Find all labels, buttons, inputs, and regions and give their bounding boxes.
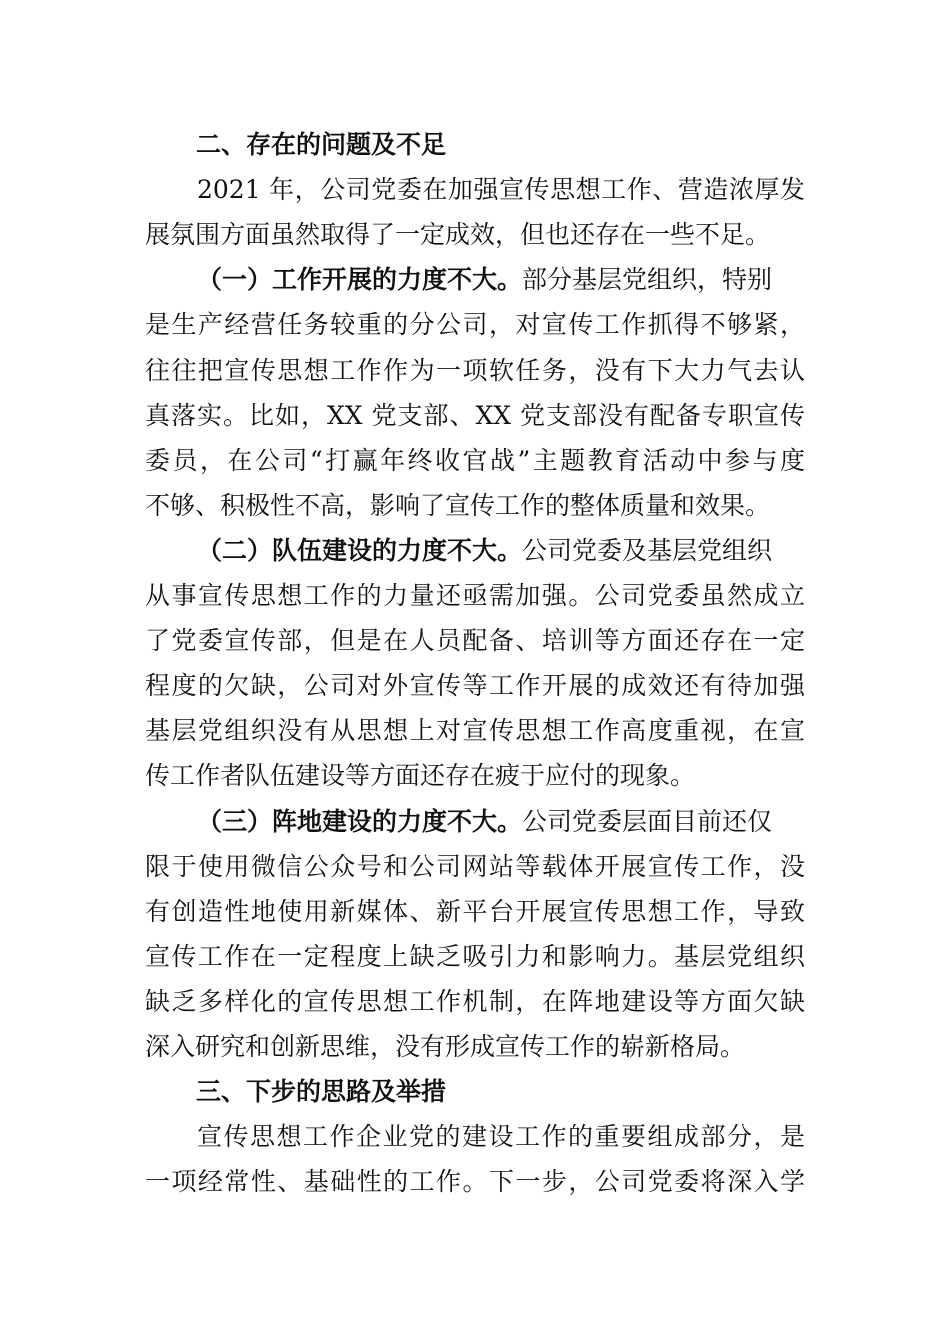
- line-text: 2021 年，公司党委在加强宣传思想工作、营造浓厚发: [197, 175, 805, 205]
- text-line: [197, 805, 805, 839]
- text-line: [145, 399, 805, 433]
- line-text: 是生产经营任务较重的分公司，对宣传工作抓得不够紧，: [145, 310, 805, 340]
- section-heading: [196, 128, 796, 162]
- line-text: 了党委宣传部，但是在人员配备、培训等方面还存在一定: [145, 626, 805, 656]
- line-text: 往往把宣传思想工作作为一项软任务，没有下大力气去认: [145, 355, 805, 385]
- line-text: 深入研究和创新思维，没有形成宣传工作的崭新格局。: [145, 1032, 746, 1061]
- text-line: [145, 1030, 805, 1064]
- text-line: [197, 263, 805, 297]
- line-text: 程度的欠缺，公司对外宣传等工作开展的成效还有待加强: [145, 671, 805, 701]
- text-line: [145, 218, 805, 252]
- line-text: 宣传思想工作企业党的建设工作的重要组成部分，是: [197, 1122, 805, 1152]
- line-text: 部分基层党组织，特别: [522, 265, 773, 295]
- line-text: 一项经常性、基础性的工作。下一步，公司党委将深入学: [145, 1167, 805, 1197]
- line-text: 公司党委及基层党组织: [522, 535, 773, 565]
- text-line: [145, 850, 805, 884]
- text-line: [145, 1165, 805, 1199]
- text-line: [145, 579, 805, 613]
- line-text: 有创造性地使用新媒体、新平台开展宣传思想工作，导致: [145, 896, 805, 926]
- line-text: 公司党委层面目前还仅: [522, 806, 773, 836]
- text-line: [145, 624, 805, 658]
- text-line: [145, 489, 805, 523]
- line-text: 限于使用微信公众号和公司网站等载体开展宣传工作，没: [145, 851, 805, 881]
- line-text: 委员，在公司“打赢年终收官战”主题教育活动中参与度: [145, 445, 805, 475]
- section-heading: [196, 1075, 796, 1109]
- text-line: [197, 534, 805, 568]
- text-line: [145, 354, 805, 388]
- text-line: [145, 985, 805, 1019]
- line-text: 二、存在的问题及不足: [196, 130, 447, 159]
- subheading-lead: （三）阵地建设的力度不大。: [197, 806, 523, 836]
- text-line: [145, 444, 805, 478]
- line-text: 真落实。比如，XX 党支部、XX 党支部没有配备专职宣传: [145, 400, 805, 430]
- text-line: [197, 1120, 805, 1154]
- line-text: 不够、积极性不高，影响了宣传工作的整体质量和效果。: [145, 490, 771, 520]
- text-line: [145, 895, 805, 929]
- text-line: [145, 669, 805, 703]
- line-text: 从事宣传思想工作的力量还亟需加强。公司党委虽然成立: [145, 581, 805, 610]
- line-text: 基层党组织没有从思想上对宣传思想工作高度重视，在宣: [145, 716, 805, 746]
- line-text: 缺乏多样化的宣传思想工作机制，在阵地建设等方面欠缺: [145, 986, 805, 1016]
- text-line: [145, 308, 805, 342]
- text-line: [145, 940, 805, 974]
- text-line: [145, 759, 805, 793]
- line-text: 传工作者队伍建设等方面还存在疲于应付的现象。: [145, 761, 696, 791]
- subheading-lead: （一）工作开展的力度不大。: [197, 265, 523, 295]
- line-text: 三、下步的思路及举措: [196, 1077, 447, 1107]
- line-text: 展氛围方面虽然取得了一定成效，但也还存在一些不足。: [145, 220, 771, 250]
- subheading-lead: （二）队伍建设的力度不大。: [197, 535, 523, 565]
- text-line: [145, 714, 805, 748]
- text-line: [197, 173, 805, 207]
- line-text: 宣传工作在一定程度上缺乏吸引力和影响力。基层党组织: [145, 941, 805, 971]
